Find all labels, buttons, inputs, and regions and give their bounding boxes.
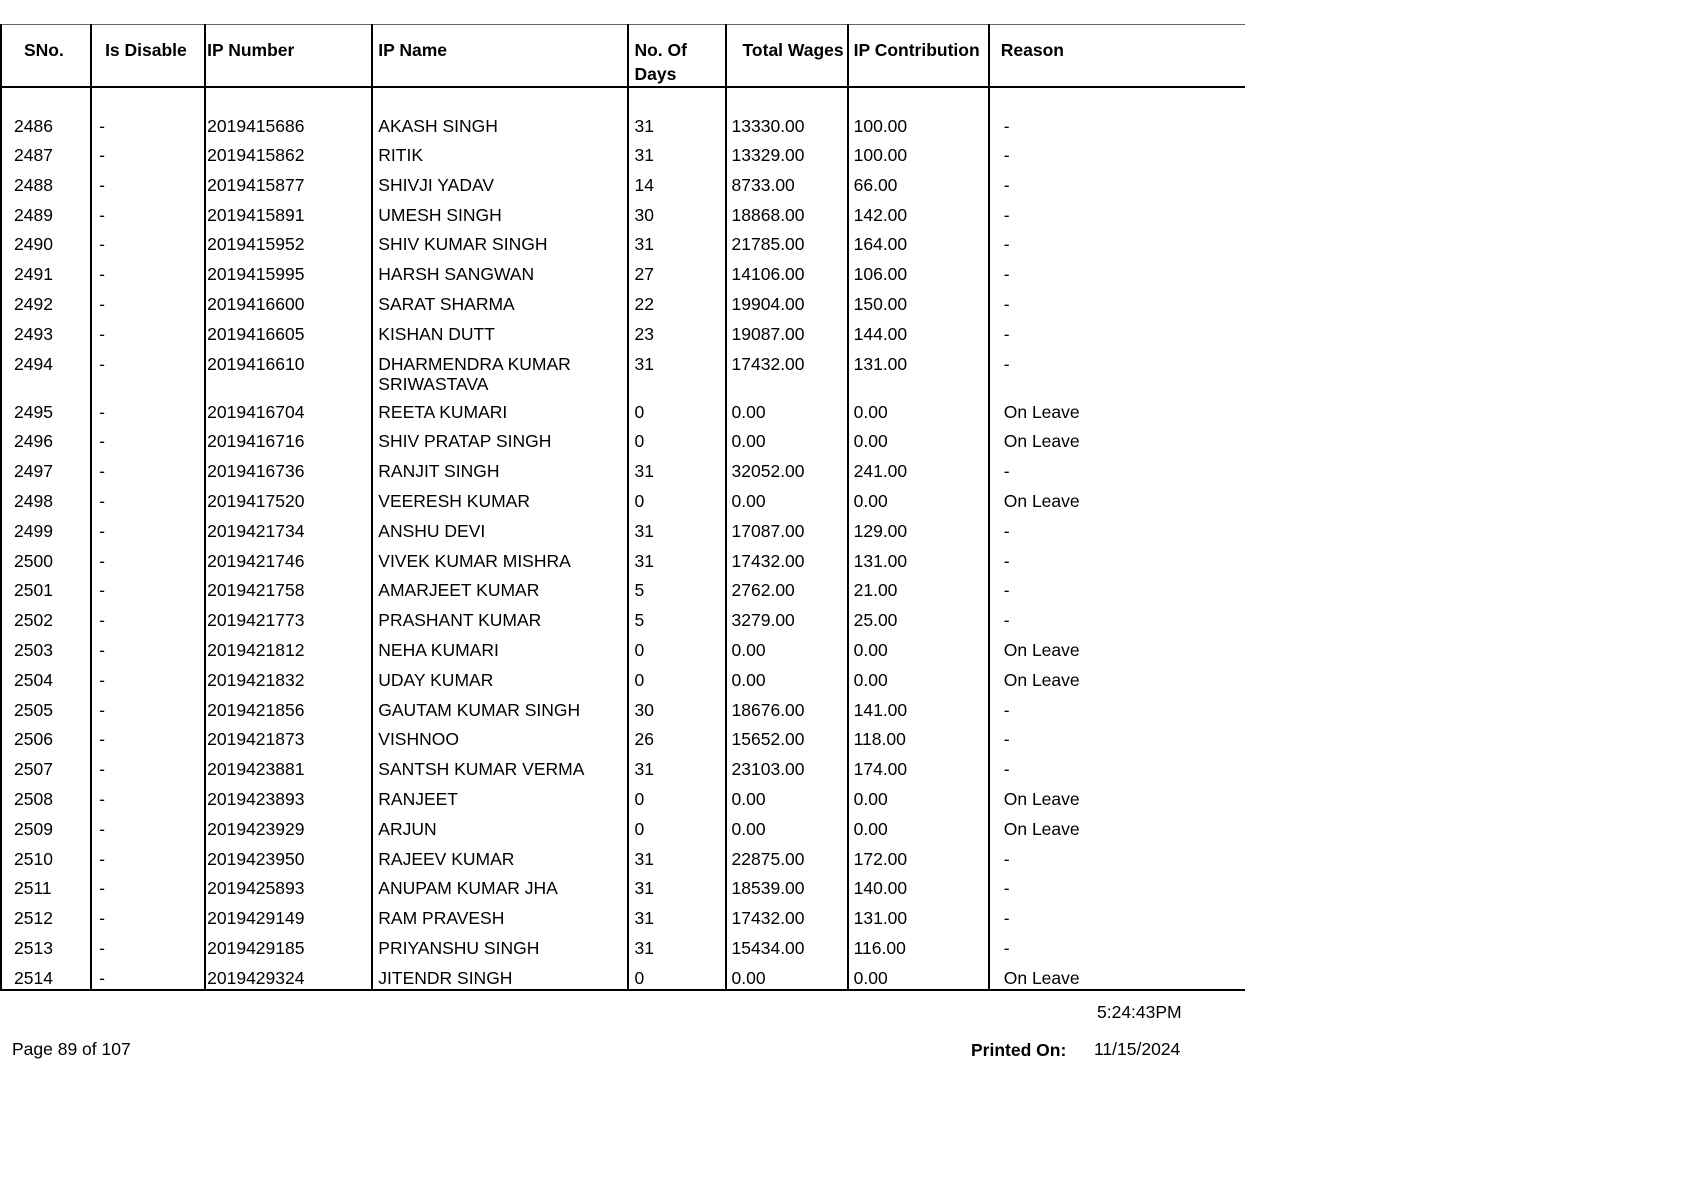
cell-ip-number: 2019416704 [205, 394, 372, 424]
cell-ip-contribution: 131.00 [848, 900, 989, 930]
cell-ip-name: VEERESH KUMAR [372, 483, 628, 513]
cell-reason: - [989, 256, 1245, 286]
cell-ip-name: UMESH SINGH [372, 197, 628, 227]
col-header-ip-number: IP Number [205, 25, 372, 88]
cell-reason: - [989, 751, 1245, 781]
cell-is-disable: - [91, 662, 205, 692]
col-header-sno: SNo. [1, 25, 91, 88]
cell-total-wages: 0.00 [726, 960, 848, 990]
cell-reason: - [989, 286, 1245, 316]
cell-ip-name: UDAY KUMAR [372, 662, 628, 692]
cell-reason: - [989, 197, 1245, 227]
table-row [1, 453, 1245, 483]
cell-reason: - [989, 543, 1245, 573]
cell-is-disable: - [91, 256, 205, 286]
cell-no-of-days: 31 [628, 513, 725, 543]
cell-is-disable: - [91, 632, 205, 662]
cell-ip-contribution: 131.00 [848, 346, 989, 394]
table-row [1, 811, 1245, 841]
table-row [1, 87, 1245, 137]
cell-sno: 2501 [1, 572, 91, 602]
page-number: Page 89 of 107 [12, 1039, 131, 1059]
cell-sno: 2495 [1, 394, 91, 424]
cell-sno: 2507 [1, 751, 91, 781]
cell-ip-number: 2019421856 [205, 692, 372, 722]
cell-is-disable: - [91, 87, 205, 137]
cell-ip-number: 2019423929 [205, 811, 372, 841]
cell-no-of-days: 0 [628, 960, 725, 990]
cell-is-disable: - [91, 811, 205, 841]
cell-no-of-days: 0 [628, 811, 725, 841]
cell-is-disable: - [91, 841, 205, 871]
cell-ip-name: HARSH SANGWAN [372, 256, 628, 286]
cell-ip-number: 2019415995 [205, 256, 372, 286]
cell-ip-number: 2019415877 [205, 167, 372, 197]
cell-no-of-days: 26 [628, 721, 725, 751]
cell-sno: 2497 [1, 453, 91, 483]
cell-total-wages: 17432.00 [726, 900, 848, 930]
cell-total-wages: 23103.00 [726, 751, 848, 781]
cell-ip-name: RITIK [372, 137, 628, 167]
cell-ip-number: 2019421812 [205, 632, 372, 662]
table-row [1, 394, 1245, 424]
cell-ip-contribution: 21.00 [848, 572, 989, 602]
cell-ip-name: RANJEET [372, 781, 628, 811]
cell-reason: - [989, 841, 1245, 871]
cell-total-wages: 0.00 [726, 781, 848, 811]
table-row [1, 543, 1245, 573]
cell-ip-contribution: 100.00 [848, 87, 989, 137]
cell-ip-contribution: 174.00 [848, 751, 989, 781]
cell-ip-name: PRIYANSHU SINGH [372, 930, 628, 960]
cell-ip-contribution: 0.00 [848, 781, 989, 811]
cell-ip-number: 2019421758 [205, 572, 372, 602]
table-row [1, 900, 1245, 930]
col-header-is-disable: Is Disable [91, 25, 205, 88]
cell-ip-name: VIVEK KUMAR MISHRA [372, 543, 628, 573]
cell-ip-contribution: 100.00 [848, 137, 989, 167]
cell-reason: On Leave [989, 394, 1245, 424]
cell-sno: 2499 [1, 513, 91, 543]
cell-ip-contribution: 131.00 [848, 543, 989, 573]
table-row [1, 751, 1245, 781]
cell-ip-name: PRASHANT KUMAR [372, 602, 628, 632]
cell-reason: On Leave [989, 423, 1245, 453]
cell-ip-number: 2019429149 [205, 900, 372, 930]
cell-is-disable: - [91, 930, 205, 960]
cell-ip-contribution: 241.00 [848, 453, 989, 483]
cell-sno: 2505 [1, 692, 91, 722]
cell-no-of-days: 0 [628, 394, 725, 424]
cell-ip-contribution: 66.00 [848, 167, 989, 197]
cell-is-disable: - [91, 453, 205, 483]
cell-is-disable: - [91, 483, 205, 513]
cell-sno: 2500 [1, 543, 91, 573]
cell-sno: 2487 [1, 137, 91, 167]
cell-ip-number: 2019425893 [205, 870, 372, 900]
cell-total-wages: 13330.00 [726, 87, 848, 137]
cell-sno: 2508 [1, 781, 91, 811]
cell-ip-name: REETA KUMARI [372, 394, 628, 424]
cell-total-wages: 13329.00 [726, 137, 848, 167]
cell-is-disable: - [91, 692, 205, 722]
cell-is-disable: - [91, 226, 205, 256]
cell-ip-number: 2019429324 [205, 960, 372, 990]
cell-ip-number: 2019415952 [205, 226, 372, 256]
cell-reason: On Leave [989, 662, 1245, 692]
cell-no-of-days: 0 [628, 483, 725, 513]
cell-no-of-days: 5 [628, 572, 725, 602]
cell-ip-name: RAM PRAVESH [372, 900, 628, 930]
cell-no-of-days: 31 [628, 346, 725, 394]
table-row [1, 602, 1245, 632]
cell-no-of-days: 27 [628, 256, 725, 286]
cell-ip-name: KISHAN DUTT [372, 316, 628, 346]
cell-is-disable: - [91, 960, 205, 990]
cell-total-wages: 19904.00 [726, 286, 848, 316]
cell-ip-number: 2019421773 [205, 602, 372, 632]
cell-ip-number: 2019415891 [205, 197, 372, 227]
cell-ip-contribution: 0.00 [848, 811, 989, 841]
cell-ip-contribution: 0.00 [848, 662, 989, 692]
cell-sno: 2503 [1, 632, 91, 662]
cell-total-wages: 15434.00 [726, 930, 848, 960]
table-row [1, 226, 1245, 256]
cell-no-of-days: 31 [628, 751, 725, 781]
cell-sno: 2489 [1, 197, 91, 227]
printed-time: 5:24:43PM [1097, 1002, 1182, 1022]
cell-sno: 2510 [1, 841, 91, 871]
cell-total-wages: 0.00 [726, 423, 848, 453]
cell-ip-name: RANJIT SINGH [372, 453, 628, 483]
cell-ip-name: DHARMENDRA KUMAR SRIWASTAVA [372, 346, 628, 394]
cell-ip-number: 2019423881 [205, 751, 372, 781]
cell-is-disable: - [91, 346, 205, 394]
cell-total-wages: 14106.00 [726, 256, 848, 286]
cell-no-of-days: 0 [628, 423, 725, 453]
cell-ip-name: ANSHU DEVI [372, 513, 628, 543]
cell-ip-number: 2019423893 [205, 781, 372, 811]
cell-ip-contribution: 0.00 [848, 632, 989, 662]
cell-reason: - [989, 513, 1245, 543]
cell-ip-contribution: 0.00 [848, 423, 989, 453]
cell-ip-name: SARAT SHARMA [372, 286, 628, 316]
cell-reason: - [989, 572, 1245, 602]
cell-ip-name: RAJEEV KUMAR [372, 841, 628, 871]
cell-ip-contribution: 140.00 [848, 870, 989, 900]
cell-ip-contribution: 116.00 [848, 930, 989, 960]
table-row [1, 316, 1245, 346]
cell-ip-number: 2019416605 [205, 316, 372, 346]
cell-no-of-days: 5 [628, 602, 725, 632]
cell-ip-number: 2019421873 [205, 721, 372, 751]
cell-sno: 2488 [1, 167, 91, 197]
cell-no-of-days: 14 [628, 167, 725, 197]
cell-ip-number: 2019416610 [205, 346, 372, 394]
cell-ip-name: ANUPAM KUMAR JHA [372, 870, 628, 900]
cell-ip-name: JITENDR SINGH [372, 960, 628, 990]
cell-total-wages: 0.00 [726, 662, 848, 692]
cell-total-wages: 3279.00 [726, 602, 848, 632]
cell-is-disable: - [91, 197, 205, 227]
cell-sno: 2511 [1, 870, 91, 900]
cell-ip-number: 2019416600 [205, 286, 372, 316]
cell-total-wages: 17432.00 [726, 346, 848, 394]
cell-ip-number: 2019421746 [205, 543, 372, 573]
cell-is-disable: - [91, 543, 205, 573]
cell-sno: 2513 [1, 930, 91, 960]
cell-ip-name: AKASH SINGH [372, 87, 628, 137]
cell-no-of-days: 30 [628, 692, 725, 722]
cell-no-of-days: 31 [628, 226, 725, 256]
cell-total-wages: 0.00 [726, 632, 848, 662]
cell-no-of-days: 30 [628, 197, 725, 227]
printed-date: 11/15/2024 [1094, 1039, 1181, 1059]
cell-ip-number: 2019421832 [205, 662, 372, 692]
cell-reason: - [989, 316, 1245, 346]
cell-ip-contribution: 0.00 [848, 960, 989, 990]
cell-reason: On Leave [989, 960, 1245, 990]
cell-ip-contribution: 150.00 [848, 286, 989, 316]
cell-sno: 2486 [1, 87, 91, 137]
cell-is-disable: - [91, 167, 205, 197]
cell-no-of-days: 31 [628, 137, 725, 167]
table-row [1, 662, 1245, 692]
cell-no-of-days: 31 [628, 543, 725, 573]
header-row [1, 25, 1245, 88]
table-row [1, 256, 1245, 286]
cell-ip-number: 2019416716 [205, 423, 372, 453]
cell-ip-contribution: 25.00 [848, 602, 989, 632]
cell-ip-contribution: 0.00 [848, 483, 989, 513]
table-row [1, 781, 1245, 811]
cell-no-of-days: 31 [628, 930, 725, 960]
table-row [1, 286, 1245, 316]
cell-is-disable: - [91, 394, 205, 424]
cell-ip-name: SHIV KUMAR SINGH [372, 226, 628, 256]
cell-sno: 2514 [1, 960, 91, 990]
cell-ip-name: VISHNOO [372, 721, 628, 751]
cell-total-wages: 8733.00 [726, 167, 848, 197]
cell-total-wages: 32052.00 [726, 453, 848, 483]
cell-ip-name: AMARJEET KUMAR [372, 572, 628, 602]
col-header-total-wages: Total Wages [726, 25, 848, 88]
table-row [1, 960, 1245, 990]
cell-ip-contribution: 144.00 [848, 316, 989, 346]
table-row [1, 721, 1245, 751]
table-row [1, 197, 1245, 227]
cell-ip-name: SHIV PRATAP SINGH [372, 423, 628, 453]
cell-sno: 2509 [1, 811, 91, 841]
cell-no-of-days: 0 [628, 662, 725, 692]
cell-reason: - [989, 900, 1245, 930]
cell-no-of-days: 0 [628, 632, 725, 662]
contribution-table [0, 24, 1245, 991]
cell-ip-contribution: 106.00 [848, 256, 989, 286]
cell-reason: - [989, 87, 1245, 137]
cell-reason: - [989, 602, 1245, 632]
cell-no-of-days: 31 [628, 841, 725, 871]
cell-is-disable: - [91, 286, 205, 316]
cell-reason: - [989, 346, 1245, 394]
cell-total-wages: 0.00 [726, 811, 848, 841]
cell-ip-name: SHIVJI YADAV [372, 167, 628, 197]
cell-reason: - [989, 226, 1245, 256]
table-row [1, 423, 1245, 453]
col-header-ip-name: IP Name [372, 25, 628, 88]
cell-ip-number: 2019415862 [205, 137, 372, 167]
col-header-reason: Reason [989, 25, 1245, 88]
cell-sno: 2498 [1, 483, 91, 513]
cell-is-disable: - [91, 316, 205, 346]
table-row [1, 483, 1245, 513]
cell-ip-contribution: 0.00 [848, 394, 989, 424]
cell-reason: - [989, 453, 1245, 483]
table-row [1, 346, 1245, 394]
cell-sno: 2492 [1, 286, 91, 316]
cell-no-of-days: 31 [628, 87, 725, 137]
cell-total-wages: 17432.00 [726, 543, 848, 573]
cell-is-disable: - [91, 751, 205, 781]
cell-ip-name: GAUTAM KUMAR SINGH [372, 692, 628, 722]
cell-sno: 2490 [1, 226, 91, 256]
table-row [1, 513, 1245, 543]
cell-reason: On Leave [989, 811, 1245, 841]
table-row [1, 870, 1245, 900]
cell-ip-number: 2019417520 [205, 483, 372, 513]
cell-ip-contribution: 118.00 [848, 721, 989, 751]
table-row [1, 137, 1245, 167]
cell-sno: 2502 [1, 602, 91, 632]
cell-no-of-days: 23 [628, 316, 725, 346]
cell-is-disable: - [91, 572, 205, 602]
cell-total-wages: 15652.00 [726, 721, 848, 751]
cell-reason: On Leave [989, 483, 1245, 513]
cell-total-wages: 22875.00 [726, 841, 848, 871]
cell-total-wages: 0.00 [726, 394, 848, 424]
cell-ip-name: SANTSH KUMAR VERMA [372, 751, 628, 781]
cell-total-wages: 18539.00 [726, 870, 848, 900]
cell-is-disable: - [91, 870, 205, 900]
cell-ip-contribution: 142.00 [848, 197, 989, 227]
cell-total-wages: 21785.00 [726, 226, 848, 256]
cell-ip-number: 2019415686 [205, 87, 372, 137]
cell-reason: On Leave [989, 632, 1245, 662]
cell-sno: 2491 [1, 256, 91, 286]
cell-ip-contribution: 141.00 [848, 692, 989, 722]
cell-no-of-days: 31 [628, 453, 725, 483]
cell-reason: - [989, 167, 1245, 197]
cell-ip-number: 2019421734 [205, 513, 372, 543]
cell-total-wages: 19087.00 [726, 316, 848, 346]
cell-reason: - [989, 721, 1245, 751]
table-row [1, 167, 1245, 197]
table-row [1, 572, 1245, 602]
cell-ip-number: 2019423950 [205, 841, 372, 871]
cell-no-of-days: 31 [628, 870, 725, 900]
cell-no-of-days: 22 [628, 286, 725, 316]
cell-ip-contribution: 164.00 [848, 226, 989, 256]
cell-total-wages: 2762.00 [726, 572, 848, 602]
cell-total-wages: 18868.00 [726, 197, 848, 227]
cell-is-disable: - [91, 721, 205, 751]
cell-sno: 2494 [1, 346, 91, 394]
cell-reason: - [989, 692, 1245, 722]
cell-reason: On Leave [989, 781, 1245, 811]
cell-no-of-days: 0 [628, 781, 725, 811]
cell-reason: - [989, 930, 1245, 960]
cell-sno: 2512 [1, 900, 91, 930]
cell-is-disable: - [91, 513, 205, 543]
cell-ip-number: 2019416736 [205, 453, 372, 483]
cell-ip-contribution: 129.00 [848, 513, 989, 543]
col-header-ip-contribution: IP Contribution [848, 25, 989, 88]
cell-is-disable: - [91, 137, 205, 167]
cell-no-of-days: 31 [628, 900, 725, 930]
cell-is-disable: - [91, 423, 205, 453]
cell-sno: 2504 [1, 662, 91, 692]
table-row [1, 692, 1245, 722]
table-row [1, 930, 1245, 960]
cell-sno: 2493 [1, 316, 91, 346]
cell-is-disable: - [91, 602, 205, 632]
cell-ip-name: NEHA KUMARI [372, 632, 628, 662]
cell-total-wages: 0.00 [726, 483, 848, 513]
cell-ip-name: ARJUN [372, 811, 628, 841]
printed-on-label: Printed On: [971, 1040, 1067, 1060]
cell-sno: 2506 [1, 721, 91, 751]
cell-total-wages: 17087.00 [726, 513, 848, 543]
table-row [1, 632, 1245, 662]
cell-is-disable: - [91, 781, 205, 811]
cell-ip-number: 2019429185 [205, 930, 372, 960]
col-header-no-of-days: No. Of Days [628, 25, 725, 88]
cell-reason: - [989, 870, 1245, 900]
cell-total-wages: 18676.00 [726, 692, 848, 722]
cell-sno: 2496 [1, 423, 91, 453]
table-row [1, 841, 1245, 871]
cell-reason: - [989, 137, 1245, 167]
cell-is-disable: - [91, 900, 205, 930]
cell-ip-contribution: 172.00 [848, 841, 989, 871]
